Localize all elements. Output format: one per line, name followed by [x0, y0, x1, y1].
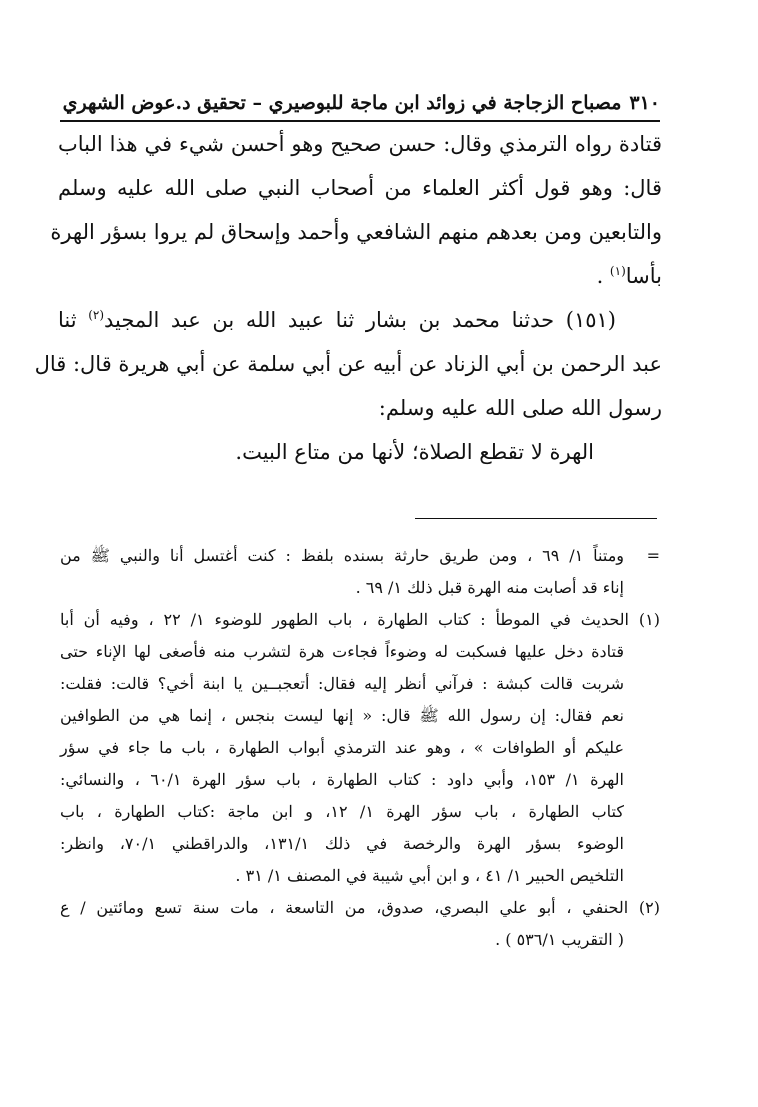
footnote-line: الوضوء بسؤر الهرة والرخصة في ذلك ١٣١/١، والدراقطني ٧٠/١، وانظر:: [60, 834, 625, 853]
text-line: قال: وهو قول أكثر العلماء من أصحاب النبي صلى الله عليه وسلم: [58, 176, 662, 200]
text-line: بأسا$^{(١)}$ .: [596, 264, 662, 288]
footnote-line: الهرة ١/ ١٥٣، وأبي داود : كتاب الطهارة ، باب سؤر الهرة ٦٠/١ ، والنسائي:: [60, 770, 624, 789]
main-text: [34, 122, 662, 474]
text-line: والتابعين ومن بعدهم منهم الشافعي وأحمد وإسحاق لم يروا بسؤر الهرة: [50, 220, 662, 244]
hadith-text: الهرة لا تقطع الصلاة؛ لأنها من متاع البيت.: [235, 440, 594, 464]
hadith-151-start: (١٥١) حدثنا محمد بن بشار ثنا عبيد الله بن عبد المجيد$^{(٢)}$ ثنا: [58, 308, 616, 332]
text-line: رسول الله صلى الله عليه وسلم:: [378, 396, 662, 420]
text-line: عبد الرحمن بن أبي الزناد عن أبيه عن أبي سلمة عن أبي هريرة قال: قال: [34, 352, 662, 376]
footnote-ref-1[interactable]: (١): [609, 264, 626, 278]
footnote-1: [60, 604, 660, 892]
continuation-marker: =: [646, 546, 660, 565]
footnote-line: (٢) الحنفي ، أبو علي البصري، صدوق، من التاسعة ، مات سنة تسع ومائتين / ع: [60, 898, 660, 917]
footnote-line: قتادة دخل عليها فسكبت له وضوءاً فجاءت هرة لتشرب منه فأصغى لها الإناء حتى: [60, 642, 624, 661]
header-title: مصباح الزجاجة في زوائد ابن ماجة للبوصيري – تحقيق د.عوض الشهري: [62, 92, 622, 114]
footnotes: [60, 540, 660, 956]
footnote-line: (١) الحديث في الموطأ : كتاب الطهارة ، باب الطهور للوضوء ١/ ٢٢ ، وفيه أن أبا: [60, 610, 660, 629]
footnote-line: ( التقريب ٥٣٦/١ ) .: [495, 930, 624, 949]
footnote-line: التلخيص الحبير ١/ ٤١ ، و ابن أبي شيبة في المصنف ١/ ٣١ .: [235, 866, 624, 885]
running-header: [60, 86, 660, 122]
footnote-continuation: [60, 540, 660, 604]
footnote-line: عليكم أو الطوافات » ، وهو عند الترمذي أبواب الطهارة ، باب ما جاء في سؤر: [60, 738, 624, 757]
footnote-divider: [415, 518, 657, 519]
footnote-line: كتاب الطهارة ، باب سؤر الهرة ١/ ١٢، و ابن ماجة :كتاب الطهارة ، باب: [60, 802, 625, 821]
footnote-2: [60, 892, 660, 956]
footnote-line: شربت قالت كبشة : فرآني أنظر إليه فقال: أتعجبــين يا ابنة أخي؟ قالت: فقلت:: [60, 674, 624, 693]
footnote-line: نعم فقال: إن رسول الله ﷺ قال: « إنها ليست بنجس ، إنما هي من الطوافين: [60, 706, 624, 725]
footnote-line: ومتناً ١/ ٦٩ ، ومن طريق حارثة بسنده بلفظ : كنت أغتسل أنا والنبي ﷺ من: [60, 546, 625, 565]
text-line: قتادة رواه الترمذي وقال: حسن صحيح وهو أحسن شيء في هذا الباب: [58, 132, 662, 156]
footnote-ref-2[interactable]: (٢): [88, 308, 105, 322]
footnote-line: إناء قد أصابت منه الهرة قبل ذلك ١/ ٦٩ .: [355, 578, 624, 597]
page-number: ٣١٠: [629, 92, 660, 114]
